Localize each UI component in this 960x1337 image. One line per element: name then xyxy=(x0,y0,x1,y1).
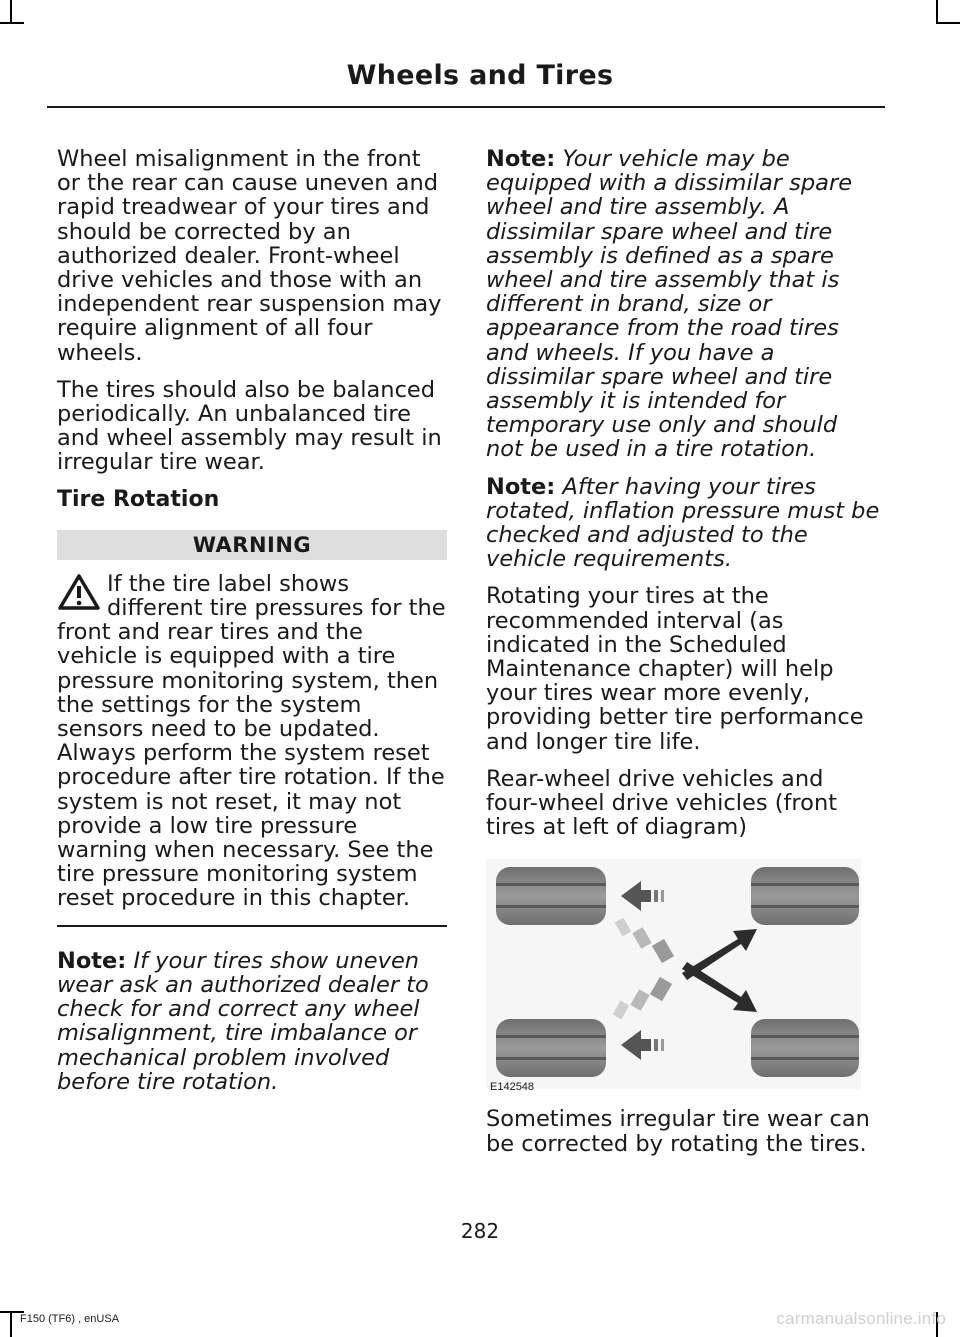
warning-label: WARNING xyxy=(57,530,447,560)
crop-mark xyxy=(0,22,24,24)
header-rule xyxy=(47,106,885,108)
note-text: Your vehicle may be equipped with a dissimilar spare wheel and tire assembly. A dissimilar spare wheel and tire assembly is defined as a spare wheel and tire assembly that is different in brand, size or appearance from the road tires and wheels. If you have a dissimilar spare wheel and tire assembly it is intended for temporary use only and should not be used in a tire rotation. xyxy=(486,146,853,463)
note-label: Note: xyxy=(486,473,556,500)
footer-doc-id: F150 (TF6) , enUSA xyxy=(20,1313,120,1325)
crop-mark xyxy=(936,22,960,24)
crop-mark xyxy=(936,0,938,24)
note-label: Note: xyxy=(486,146,556,172)
crop-mark xyxy=(10,1312,12,1337)
paragraph: Sometimes irregular tire wear can be corrected by rotating the tires. xyxy=(486,1106,870,1157)
tire-front-left xyxy=(496,867,606,925)
warning-triangle-icon xyxy=(57,572,101,612)
paragraph: The tires should also be balanced periodically. An unbalanced tire and wheel assembly may result in irregular tire wear. xyxy=(57,376,442,476)
paragraph: Rotating your tires at the recommended interval (as indicated in the Scheduled Maintenance chapter) will help your tires wear more evenly, providing better tire performance and longer tire life. xyxy=(486,583,864,755)
note xyxy=(486,147,881,462)
warning-divider xyxy=(57,925,447,927)
paragraph: Wheel misalignment in the front or the rear can cause uneven and rapid treadwear of your tires and should be corrected by an authorized dealer. Front-wheel drive vehicles and those with an independent rear suspension may require alignment of all four wheels. xyxy=(57,146,442,366)
note-label: Note: xyxy=(57,947,127,974)
tire-rotation-diagram xyxy=(486,859,861,1099)
paragraph: Rear-wheel drive vehicles and four-wheel drive vehicles (front tires at left of diagram) xyxy=(486,765,838,841)
note xyxy=(57,949,447,1094)
left-column xyxy=(57,147,447,1107)
note xyxy=(486,475,881,572)
page-title: Wheels and Tires xyxy=(346,60,614,91)
crop-mark xyxy=(10,0,12,24)
figure-code: E142548 xyxy=(490,1081,535,1094)
warning-text: If the tire label shows different tire pressures for the front and rear tires and the vehicle is equipped with a tire pressure monitoring system, then the settings for the system sensors need to be updated. Always perform the system reset procedure after tire rotation. If the system is not reset, it may not provide a low tire pressure warning when necessary. See the tire pressure monitoring system reset procedure in this chapter. xyxy=(57,570,446,912)
note-text: If your tires show uneven wear ask an authorized dealer to check for and correct any wheel misalignment, tire imbalance or mechanical problem involved before tire rotation. xyxy=(57,947,429,1095)
section-heading: Tire Rotation xyxy=(57,486,220,512)
tire-rear-left xyxy=(496,1019,606,1077)
page-number: 282 xyxy=(460,1219,500,1243)
warning-box xyxy=(57,570,447,911)
tire-front-right xyxy=(751,867,859,925)
note-text: After having your tires rotated, inflation pressure must be checked and adjusted to the vehicle requirements. xyxy=(486,473,880,573)
watermark: carmanualsonline.info xyxy=(776,1309,946,1328)
right-column xyxy=(486,147,881,1169)
tire-rotation-illustration xyxy=(486,859,861,1089)
tire-rear-right xyxy=(751,1019,859,1077)
